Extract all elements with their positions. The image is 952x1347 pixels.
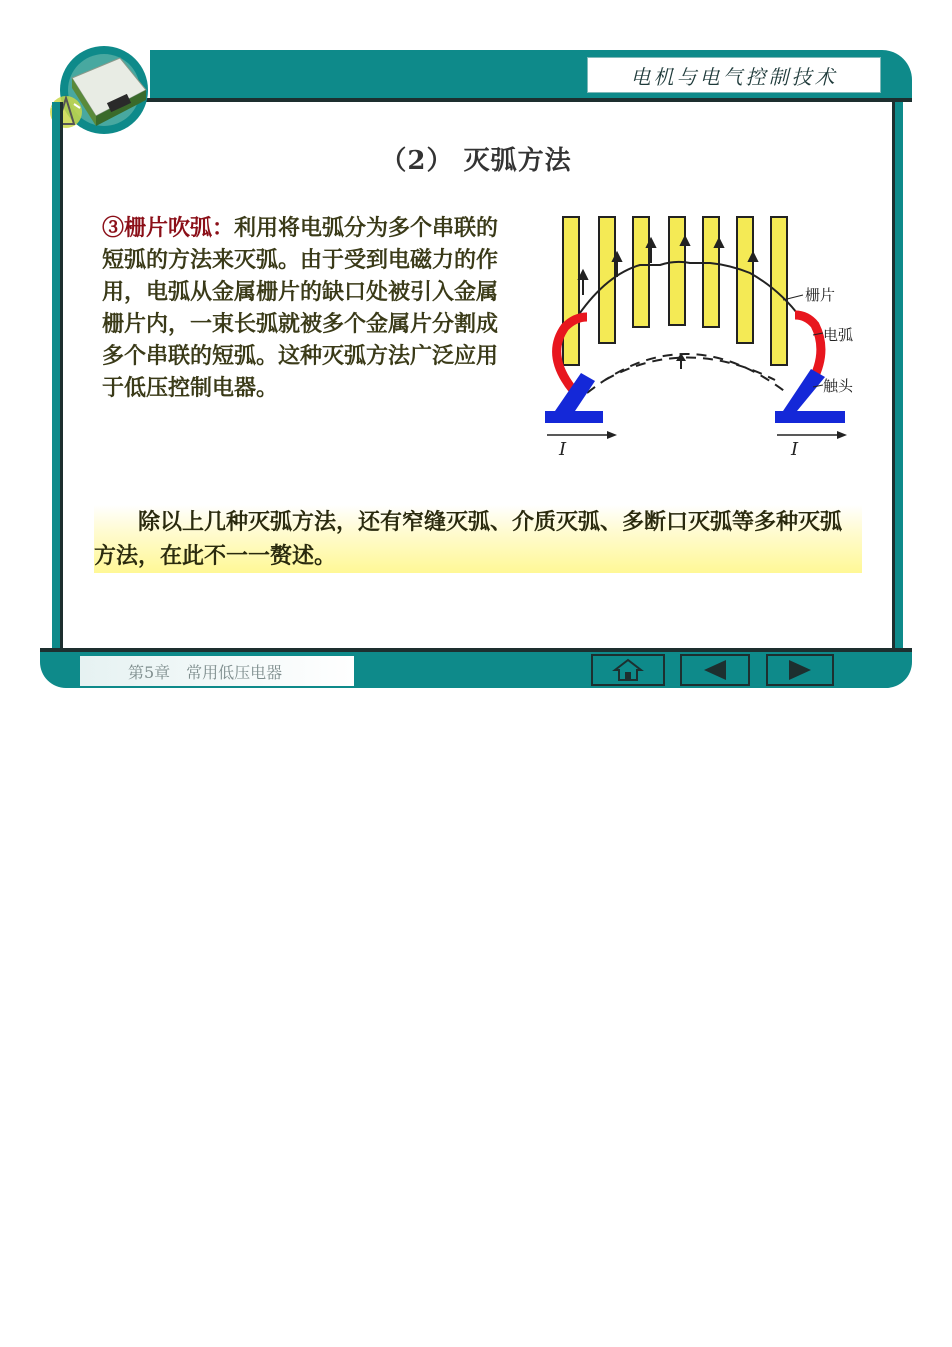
grid-plate	[633, 217, 649, 327]
grid-plate	[563, 217, 579, 365]
header-divider	[140, 98, 912, 102]
frame-right	[892, 102, 903, 650]
previous-button[interactable]	[680, 654, 750, 686]
course-title: 电机与电气控制技术	[587, 57, 881, 93]
grid-plate	[737, 217, 753, 343]
paragraph-body: 利用将电弧分为多个串联的短弧的方法来灭弧。由于受到电磁力的作用，电弧从金属栅片的缺口处被引入金属栅片内，一束长弧就被多个金属片分割成多个串联的短弧。这种灭弧方法广泛应用于低压控制电器。	[102, 215, 499, 401]
grid-plate	[771, 217, 787, 365]
contact-left	[545, 373, 603, 423]
grid-arc-paragraph	[102, 212, 512, 404]
next-button[interactable]	[766, 654, 834, 686]
grid-plate	[703, 217, 719, 327]
frame-left	[52, 102, 63, 650]
home-button[interactable]	[591, 654, 665, 686]
grid-label: 栅片	[805, 286, 836, 304]
term-label: ③栅片吹弧：	[102, 215, 235, 241]
summary-text: 除以上几种灭弧方法，还有窄缝灭弧、介质灭弧、多断口灭弧等多种灭弧方法，在此不一一赘述。	[94, 505, 862, 573]
contact-label: 触头	[823, 377, 854, 395]
force-arrow	[579, 271, 587, 295]
chapter-label: 第5章 常用低压电器	[80, 656, 354, 686]
arc-label: 电弧	[823, 326, 854, 344]
left-triangle-icon	[700, 658, 730, 682]
grid-plate	[599, 217, 615, 343]
grid-plate	[669, 217, 685, 325]
slide	[40, 40, 912, 692]
home-icon	[613, 658, 643, 682]
current-label-left: I	[559, 439, 567, 460]
grid-plates	[563, 217, 787, 365]
grid-arc-diagram	[525, 205, 865, 460]
section-title: （2） 灭弧方法	[380, 146, 572, 176]
right-triangle-icon	[785, 658, 815, 682]
dashed-arc-outer	[587, 354, 787, 393]
current-label-right: I	[791, 439, 799, 460]
